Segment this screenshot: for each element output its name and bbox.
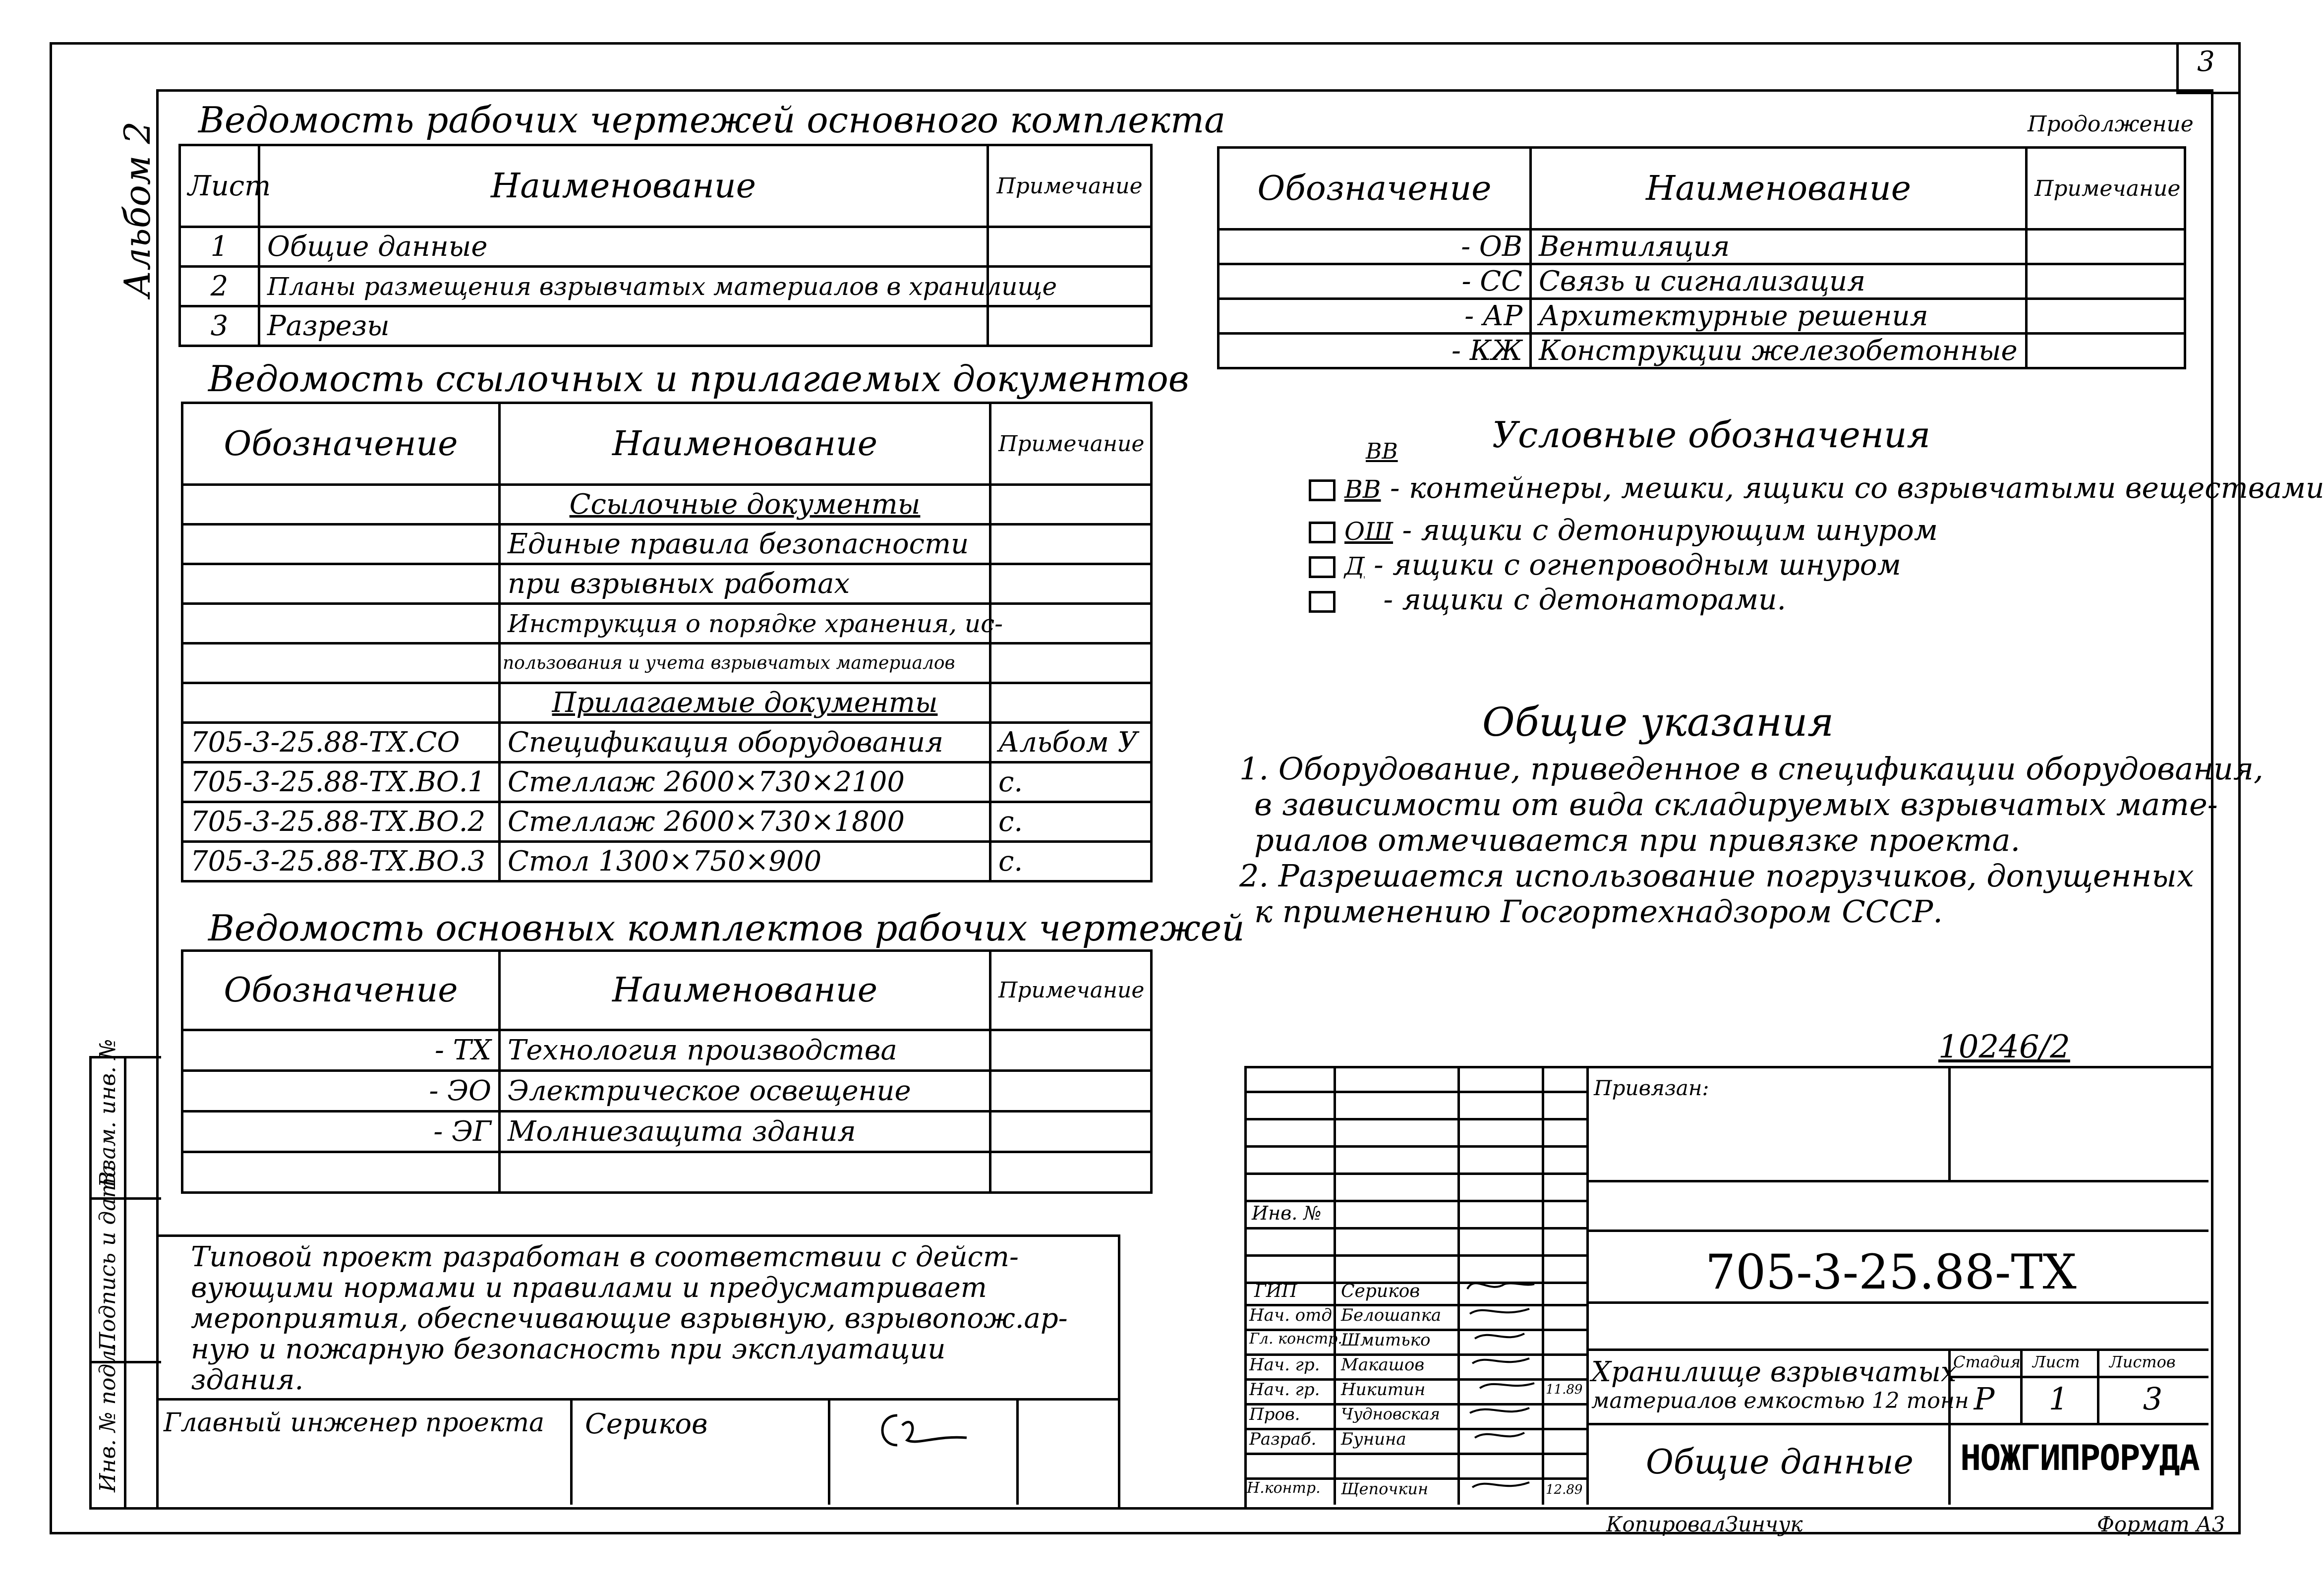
sheet-note <box>988 306 1152 346</box>
continued-header-name: Наименование <box>1531 148 2027 230</box>
set-note <box>990 1071 1152 1112</box>
checkbox-icon <box>1309 479 1336 501</box>
staff-role: Нач. гр. <box>1249 1380 1320 1400</box>
object-name-line-1: Хранилище взрывчатых <box>1591 1356 1957 1388</box>
cont-note <box>2027 299 2185 334</box>
ref-code <box>182 485 500 525</box>
table-row <box>180 267 1152 306</box>
table-row <box>182 604 1152 644</box>
legend-text: - контейнеры, мешки, ящики со взрывчатыми веществами <box>1390 471 2324 505</box>
set-note <box>990 1112 1152 1152</box>
ref-code <box>182 683 500 723</box>
margin-label-replaces: Взам. инв. № <box>95 1039 120 1187</box>
table-row <box>182 564 1152 604</box>
object-name-line-2: материалов емкостью 12 тонн <box>1591 1388 1969 1413</box>
table-row <box>1219 299 2185 334</box>
ref-name: Инструкция о порядке хранения, ис- <box>500 604 990 644</box>
ref-note: Альбом У <box>990 723 1152 762</box>
general-note-line: риалов отмечивается при привязке проекта. <box>1254 822 2021 858</box>
legend-code: ОШ <box>1344 517 1394 546</box>
set-code: - ЭГ <box>182 1112 500 1152</box>
ref-note <box>990 604 1152 644</box>
table-row <box>182 1152 1152 1193</box>
cont-note <box>2027 334 2185 368</box>
staff-role: Гл. констр. <box>1249 1330 1342 1347</box>
sheet-name: Разрезы <box>259 306 988 346</box>
table-row <box>182 802 1152 842</box>
sheet-name: Планы размещения взрывчатых материалов в хранилище <box>259 267 988 306</box>
continued-header-note: Примечание <box>2027 148 2185 230</box>
main-sets-register-table <box>181 949 1153 1194</box>
table-row <box>182 525 1152 564</box>
continued-table <box>1217 146 2186 369</box>
ref-note: с. <box>990 762 1152 802</box>
ref-code <box>182 644 500 683</box>
ref-section-heading: Прилагаемые документы <box>500 683 990 723</box>
project-code: 705-3-25.88-ТХ <box>1705 1244 2077 1300</box>
general-note-line: 2. Разрешается использование погрузчиков, допущенных <box>1239 858 2194 894</box>
legend-code: Д <box>1344 552 1365 581</box>
sheet-title: Общие данные <box>1646 1443 1914 1482</box>
table-row <box>1219 264 2185 299</box>
format-label: Формат А3 <box>2097 1512 2225 1536</box>
stage-header: Стадия <box>1953 1352 2021 1371</box>
set-name: Молниезащита здания <box>500 1112 990 1152</box>
compliance-note-text <box>191 1242 1068 1396</box>
staff-name: Белошапка <box>1341 1305 1442 1325</box>
main-sets-header-note: Примечание <box>990 951 1152 1030</box>
ref-note <box>990 683 1152 723</box>
staff-name: Щепочкин <box>1341 1479 1429 1498</box>
references-header-note: Примечание <box>990 403 1152 485</box>
checkbox-icon <box>1309 591 1336 613</box>
table-row <box>182 1112 1152 1152</box>
ref-note <box>990 564 1152 604</box>
sheet-name: Общие данные <box>259 227 988 267</box>
ref-name: Стол 1300×750×900 <box>500 842 990 881</box>
staff-name: Чудновская <box>1341 1405 1440 1423</box>
cont-name: Вентиляция <box>1531 230 2027 264</box>
album-label: Альбом 2 <box>116 121 158 297</box>
staff-name: Сериков <box>1341 1281 1420 1301</box>
cont-name: Конструкции железобетонные <box>1531 334 2027 368</box>
main-sets-header-code: Обозначение <box>182 951 500 1030</box>
bound-label: Привязан: <box>1594 1076 1709 1100</box>
set-note <box>990 1152 1152 1193</box>
ref-code: 705-3-25.88-ТХ.ВО.1 <box>182 762 500 802</box>
checkbox-icon <box>1309 522 1336 543</box>
table-row <box>182 842 1152 881</box>
ref-code: 705-3-25.88-ТХ.ВО.3 <box>182 842 500 881</box>
table-row <box>182 762 1152 802</box>
staff-date: 11.89 <box>1546 1382 1583 1397</box>
general-note-line: к применению Госгортехнадзором СССР. <box>1254 893 1943 930</box>
stage-value: Р <box>1974 1381 1995 1417</box>
ref-note <box>990 485 1152 525</box>
cont-code: - АР <box>1219 299 1531 334</box>
legend-item <box>1309 471 2324 505</box>
chief-engineer-name: Сериков <box>585 1408 708 1440</box>
staff-role: Разраб. <box>1249 1429 1317 1449</box>
table-row <box>1219 230 2185 264</box>
cont-code: - КЖ <box>1219 334 1531 368</box>
archive-number: 10246/2 <box>1938 1029 2070 1065</box>
sheet-header: Лист <box>2033 1352 2080 1371</box>
general-note-line: в зависимости от вида складируемых взрывчатых мате- <box>1254 786 2218 822</box>
sheet-number: 2 <box>180 267 259 306</box>
ref-name: при взрывных работах <box>500 564 990 604</box>
ref-note: с. <box>990 842 1152 881</box>
staff-role: Нач. гр. <box>1249 1355 1320 1375</box>
sheet-number: 1 <box>180 227 259 267</box>
legend-item <box>1309 513 1938 547</box>
sheets-header-note: Примечание <box>988 145 1152 227</box>
ref-note: с. <box>990 802 1152 842</box>
continuation-label: Продолжение <box>2028 112 2194 137</box>
staff-role: Пров. <box>1249 1405 1300 1424</box>
cont-name: Архитектурные решения <box>1531 299 2027 334</box>
main-sets-header-name: Наименование <box>500 951 990 1030</box>
sheets-header-name: Наименование <box>259 145 988 227</box>
staff-name: Шмитько <box>1341 1330 1431 1350</box>
sheets-register-title: Ведомость рабочих чертежей основного комплекта <box>198 99 1226 141</box>
legend-item <box>1309 583 1786 616</box>
compliance-line: здания. <box>191 1364 304 1396</box>
copied-label: Копировал <box>1606 1512 1726 1536</box>
legend-code: ВВ <box>1344 475 1381 504</box>
sheet-value: 1 <box>2048 1381 2069 1417</box>
table-row <box>182 644 1152 683</box>
ref-code: 705-3-25.88-ТХ.ВО.2 <box>182 802 500 842</box>
general-note-line: 1. Оборудование, приведенное в спецификации оборудования, <box>1239 751 2264 787</box>
staff-role: Н.контр. <box>1247 1479 1321 1497</box>
sheets-register-table <box>178 144 1153 347</box>
chief-engineer-signature <box>868 1405 982 1460</box>
table-row <box>182 723 1152 762</box>
references-header-code: Обозначение <box>182 403 500 485</box>
set-name: Электрическое освещение <box>500 1071 990 1112</box>
margin-label-signature-date: Подпись и дата <box>95 1164 120 1351</box>
table-row <box>182 1071 1152 1112</box>
page-number: 3 <box>2197 46 2215 78</box>
compliance-line: Типовой проект разработан в соответствии с дейст- <box>191 1241 1019 1273</box>
sheets-header-sheet: Лист <box>180 145 259 227</box>
set-code: - ЭО <box>182 1071 500 1112</box>
sheet-number: 3 <box>180 306 259 346</box>
legend-mark: ВВ <box>1366 439 1398 464</box>
staff-name: Бунина <box>1341 1429 1406 1449</box>
compliance-line: ную и пожарную безопасность при эксплуатации <box>191 1333 946 1365</box>
ref-code <box>182 604 500 644</box>
copied-name: Зинчук <box>1725 1512 1803 1536</box>
legend-title: Условные обозначения <box>1492 414 1931 456</box>
staff-role: Нач. отд. <box>1249 1305 1337 1325</box>
ref-code: 705-3-25.88-ТХ.СО <box>182 723 500 762</box>
margin-label-inventory: Инв. № подл. <box>95 1343 120 1492</box>
compliance-line: вующими нормами и правилами и предусматривает <box>191 1272 987 1304</box>
general-notes-text <box>1239 751 2264 930</box>
set-code <box>182 1152 500 1193</box>
staff-signatures <box>1460 1269 1539 1502</box>
references-header-name: Наименование <box>500 403 990 485</box>
ref-name: пользования и учета взрывчатых материалов <box>500 644 990 683</box>
sheet-note <box>988 227 1152 267</box>
legend-text: - ящики с детонаторами. <box>1383 583 1786 616</box>
ref-name: Стеллаж 2600×730×2100 <box>500 762 990 802</box>
staff-name: Макашов <box>1341 1355 1425 1375</box>
chief-engineer-label: Главный инженер проекта <box>164 1408 545 1438</box>
table-row <box>182 485 1152 525</box>
legend-text: - ящики с детонирующим шнуром <box>1402 513 1938 547</box>
organization-name: НОЖГИПРОРУДА <box>1960 1438 2199 1478</box>
continued-header-code: Обозначение <box>1219 148 1531 230</box>
main-sets-register-title: Ведомость основных комплектов рабочих чертежей <box>208 907 1245 949</box>
ref-name: Спецификация оборудования <box>500 723 990 762</box>
table-row <box>180 227 1152 267</box>
table-row <box>182 1030 1152 1071</box>
cont-code: - ОВ <box>1219 230 1531 264</box>
cont-note <box>2027 264 2185 299</box>
ref-note <box>990 525 1152 564</box>
ref-code <box>182 564 500 604</box>
set-name: Технология производства <box>500 1030 990 1071</box>
legend-item <box>1309 548 1901 582</box>
staff-date: 12.89 <box>1546 1482 1583 1497</box>
set-note <box>990 1030 1152 1071</box>
ref-note <box>990 644 1152 683</box>
table-row <box>1219 334 2185 368</box>
set-name <box>500 1152 990 1193</box>
references-register-table <box>181 402 1153 882</box>
staff-name: Никитин <box>1341 1380 1426 1400</box>
references-register-title: Ведомость ссылочных и прилагаемых документов <box>208 358 1189 400</box>
cont-note <box>2027 230 2185 264</box>
set-code: - ТХ <box>182 1030 500 1071</box>
legend-text: - ящики с огнепроводным шнуром <box>1374 548 1901 582</box>
cont-code: - СС <box>1219 264 1531 299</box>
cont-name: Связь и сигнализация <box>1531 264 2027 299</box>
ref-code <box>182 525 500 564</box>
compliance-line: мероприятия, обеспечивающие взрывную, взрывопож.ар- <box>191 1302 1068 1335</box>
inventory-label: Инв. № <box>1252 1202 1322 1224</box>
sheets-value: 3 <box>2143 1381 2163 1417</box>
sheets-header: Листов <box>2109 1352 2176 1371</box>
general-notes-title: Общие указания <box>1482 699 1834 745</box>
table-row <box>182 683 1152 723</box>
staff-role: ГИП <box>1254 1281 1297 1301</box>
ref-name: Единые правила безопасности <box>500 525 990 564</box>
ref-section-heading: Ссылочные документы <box>500 485 990 525</box>
ref-name: Стеллаж 2600×730×1800 <box>500 802 990 842</box>
checkbox-icon <box>1309 556 1336 578</box>
table-row <box>180 306 1152 346</box>
